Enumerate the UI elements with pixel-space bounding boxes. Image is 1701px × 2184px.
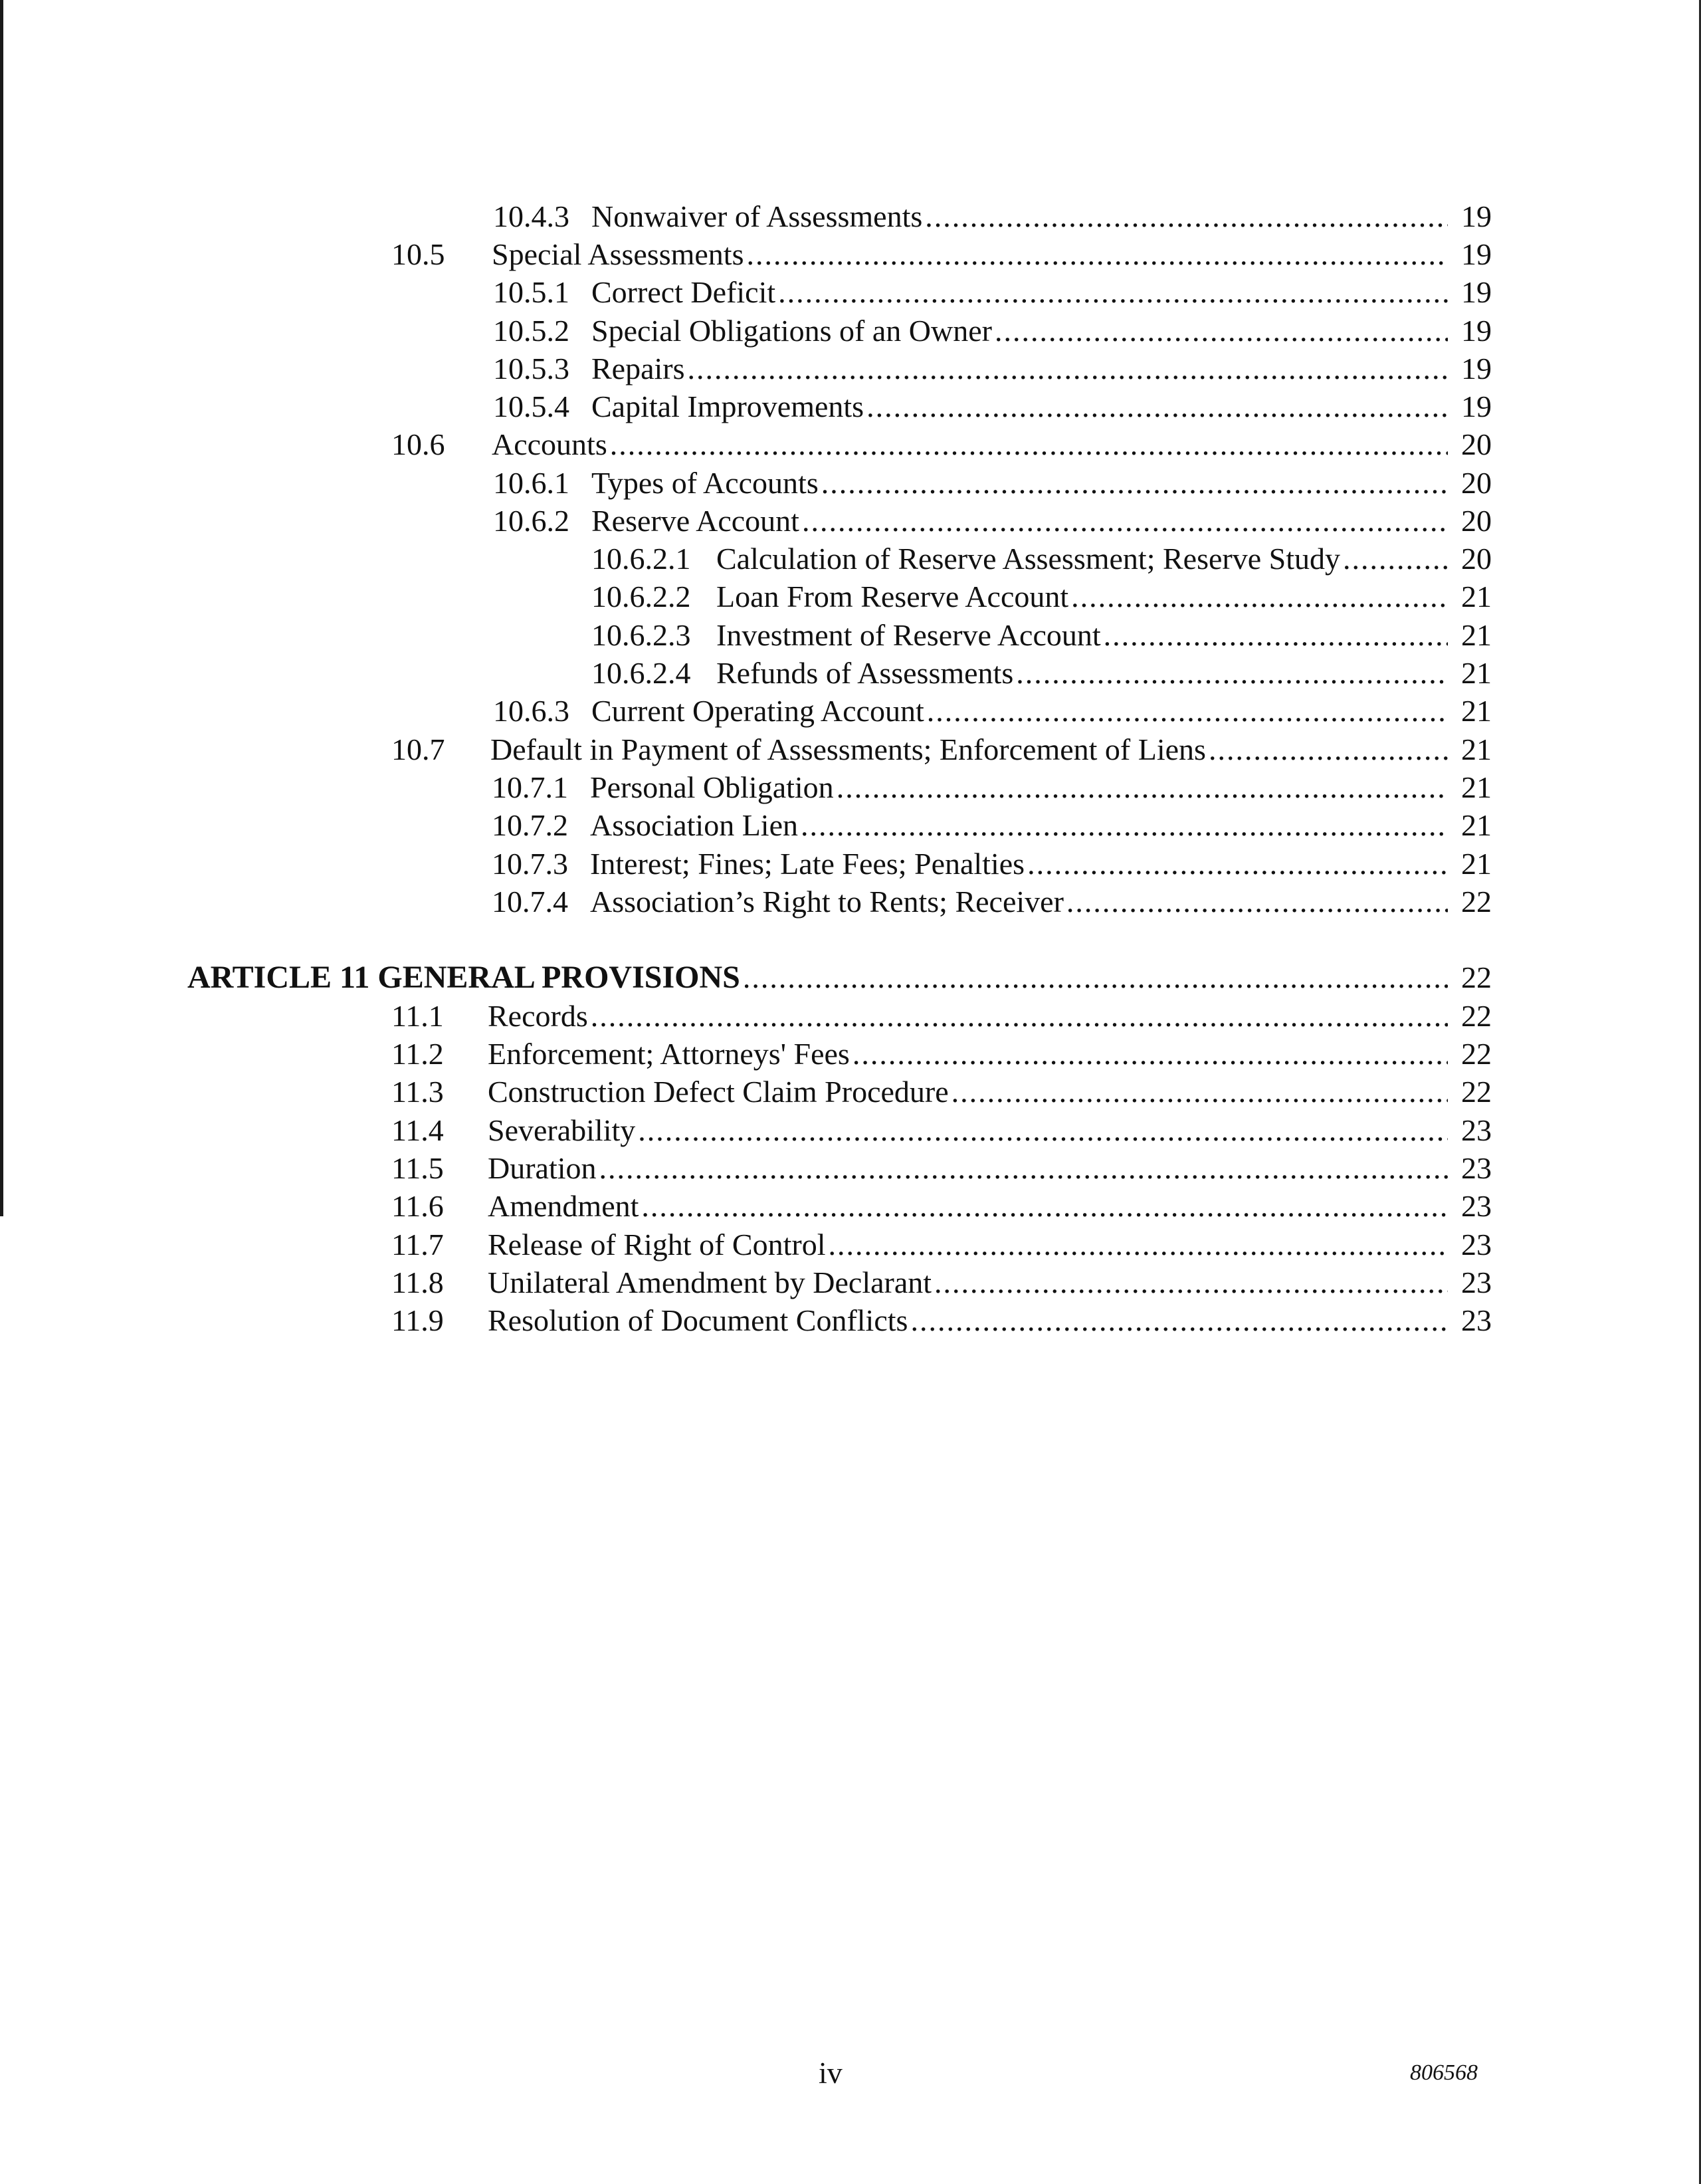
toc-entry-number: 10.6.2.3 (591, 618, 691, 652)
toc-entry-title-leader (590, 768, 1448, 807)
toc-entry-title-leader (590, 845, 1448, 883)
toc-entry (0, 540, 1492, 578)
toc-entry (0, 1301, 1492, 1340)
toc-entry-title: Types of Accounts (591, 466, 819, 500)
dot-leader (828, 1226, 1448, 1264)
toc-entry-title-leader (591, 387, 1448, 426)
dot-leader (610, 425, 1448, 464)
toc-entry-title-leader (591, 464, 1448, 502)
toc-entry-number: 11.7 (391, 1228, 444, 1261)
toc-entry-page: 21 (1461, 808, 1492, 842)
toc-entry (0, 768, 1492, 807)
toc-entry (0, 1187, 1492, 1226)
toc-entry-page: 21 (1461, 580, 1492, 613)
toc-entry (0, 235, 1492, 274)
dot-leader (852, 1035, 1448, 1073)
dot-leader (778, 273, 1448, 312)
toc-entry (0, 464, 1492, 502)
dot-leader (925, 197, 1448, 236)
toc-entry-page: 19 (1461, 237, 1492, 271)
toc-entry-number: 11.4 (391, 1113, 444, 1147)
toc-entry-number: 11.3 (391, 1075, 444, 1109)
toc-entry-title-leader (187, 958, 1448, 997)
dot-leader (1016, 654, 1448, 693)
toc-entry-number: 11.2 (391, 1037, 444, 1071)
toc-entry-title: Enforcement; Attorneys' Fees (488, 1037, 850, 1071)
toc-entry-title-leader (590, 806, 1448, 845)
toc-entry-number: 10.6.2.2 (591, 580, 691, 613)
dot-leader (1066, 883, 1448, 921)
toc-entry-page: 20 (1461, 504, 1492, 538)
toc-entry-number: 10.5.1 (493, 275, 569, 309)
toc-entry-title: Interest; Fines; Late Fees; Penalties (590, 847, 1025, 881)
toc-article-heading (0, 958, 1492, 997)
toc-entry-page: 20 (1461, 427, 1492, 461)
toc-entry (0, 350, 1492, 388)
dot-leader (866, 387, 1448, 426)
toc-entry-title-leader (488, 1073, 1448, 1111)
dot-leader (910, 1301, 1448, 1340)
toc-entry-page: 19 (1461, 389, 1492, 423)
toc-entry-page: 21 (1461, 694, 1492, 728)
toc-entry (0, 845, 1492, 883)
toc-entry-title-leader (488, 1111, 1448, 1150)
toc-entry-page: 21 (1461, 618, 1492, 652)
toc-entry (0, 654, 1492, 693)
toc-entry-number: 11.1 (391, 999, 444, 1033)
toc-entry-title: Accounts (492, 427, 607, 461)
dot-leader (927, 692, 1448, 730)
toc-entry-title: Association’s Right to Rents; Receiver (590, 885, 1064, 919)
toc-entry-number: 10.5.4 (493, 389, 569, 423)
toc-entry-number: 10.6.1 (493, 466, 569, 500)
toc-entry-title: Loan From Reserve Account (716, 580, 1069, 613)
toc-entry (0, 1111, 1492, 1150)
toc-entry (0, 387, 1492, 426)
toc-entry-page: 19 (1461, 352, 1492, 385)
toc-entry-page: 23 (1461, 1228, 1492, 1261)
toc-entry-page: 23 (1461, 1265, 1492, 1299)
toc-entry (0, 616, 1492, 655)
toc-entry-title: Association Lien (590, 808, 798, 842)
toc-entry-title: Investment of Reserve Account (716, 618, 1101, 652)
toc-entry-page: 20 (1461, 466, 1492, 500)
toc-entry-number: 10.5 (391, 237, 445, 271)
toc-entry-title-leader (716, 616, 1448, 655)
toc-entry-title: ARTICLE 11 GENERAL PROVISIONS (187, 960, 740, 995)
toc-entry-title-leader (488, 1263, 1448, 1302)
dot-leader (638, 1111, 1448, 1150)
toc-entry-title-leader (488, 1035, 1448, 1073)
toc-entry (0, 578, 1492, 616)
toc-entry-title-leader (591, 502, 1448, 540)
toc-entry-title: Personal Obligation (590, 770, 834, 804)
dot-leader (951, 1073, 1448, 1111)
dot-leader (1027, 845, 1448, 883)
toc-entry-number: 11.9 (391, 1303, 444, 1337)
toc-entry-title: Special Assessments (492, 237, 744, 271)
toc-entry-page: 19 (1461, 314, 1492, 348)
toc-entry-title-leader (490, 730, 1448, 769)
toc-entry-title: Construction Defect Claim Procedure (488, 1075, 949, 1109)
toc-entry-title-leader (488, 997, 1448, 1036)
toc-entry (0, 197, 1492, 236)
toc-entry-title: Duration (488, 1151, 597, 1185)
toc-entry-title-leader (488, 1187, 1448, 1226)
footer-page-number: iv (819, 2056, 843, 2090)
toc-entry-page: 22 (1461, 885, 1492, 919)
toc-entry-title: Nonwaiver of Assessments (591, 199, 923, 233)
toc-entry-title: Reserve Account (591, 504, 799, 538)
toc-entry-title-leader (492, 425, 1448, 464)
toc-entry (0, 883, 1492, 921)
toc-entry-page: 23 (1461, 1151, 1492, 1185)
toc-entry-page: 23 (1461, 1303, 1492, 1337)
toc-entry (0, 730, 1492, 769)
toc-entry (0, 1149, 1492, 1188)
toc-entry-page: 22 (1461, 960, 1492, 994)
dot-leader (801, 806, 1448, 845)
toc-entry-title-leader (488, 1301, 1448, 1340)
toc-entry-title-leader (492, 235, 1448, 274)
toc-entry-title-leader (488, 1149, 1448, 1188)
toc-entry-title: Severability (488, 1113, 636, 1147)
toc-entry-number: 10.7.4 (492, 885, 568, 919)
toc-entry-number: 10.6.2.1 (591, 542, 691, 576)
toc-entry-title: Unilateral Amendment by Declarant (488, 1265, 932, 1299)
toc-entry (0, 273, 1492, 312)
toc-entry-number: 10.6.3 (493, 694, 569, 728)
toc-entry-page: 19 (1461, 275, 1492, 309)
dot-leader (1104, 616, 1448, 655)
toc-entry (0, 1263, 1492, 1302)
dot-leader (641, 1187, 1448, 1226)
dot-leader (599, 1149, 1448, 1188)
toc-entry-page: 22 (1461, 1037, 1492, 1071)
toc-entry-number: 10.6.2.4 (591, 656, 691, 690)
toc-entry-title-leader (591, 350, 1448, 388)
toc-entry-title: Refunds of Assessments (716, 656, 1014, 690)
toc-entry-page: 21 (1461, 656, 1492, 690)
toc-entry-title-leader (591, 312, 1448, 350)
dot-leader (1209, 730, 1448, 769)
dot-leader (1071, 578, 1448, 616)
toc-entry (0, 425, 1492, 464)
toc-entry-page: 23 (1461, 1113, 1492, 1147)
dot-leader (743, 958, 1448, 997)
dot-leader (802, 502, 1448, 540)
toc-entry-title-leader (716, 654, 1448, 693)
toc-entry (0, 1073, 1492, 1111)
toc-entry-title: Amendment (488, 1189, 639, 1223)
toc-entry-number: 10.7 (391, 732, 445, 766)
toc-entry-page: 20 (1461, 542, 1492, 576)
toc-entry-number: 11.8 (391, 1265, 444, 1299)
toc-entry-title: Capital Improvements (591, 389, 864, 423)
dot-leader (746, 235, 1448, 274)
toc-entry (0, 1035, 1492, 1073)
toc-entry-title-leader (716, 578, 1448, 616)
toc-entry-number: 10.7.1 (492, 770, 568, 804)
toc-entry-title-leader (488, 1226, 1448, 1264)
toc-entry (0, 502, 1492, 540)
toc-entry-title: Current Operating Account (591, 694, 924, 728)
toc-entry-title: Calculation of Reserve Assessment; Reserve Study (716, 542, 1341, 576)
toc-entry-title: Correct Deficit (591, 275, 776, 309)
toc-entry-page: 22 (1461, 1075, 1492, 1109)
toc-entry-title: Special Obligations of an Owner (591, 314, 992, 348)
toc-entry (0, 692, 1492, 730)
toc-entry-title-leader (591, 692, 1448, 730)
dot-leader (688, 350, 1448, 388)
toc-entry-page: 21 (1461, 770, 1492, 804)
toc-entry-number: 10.6 (391, 427, 445, 461)
dot-leader (591, 997, 1448, 1036)
toc-entry-page: 22 (1461, 999, 1492, 1033)
toc-entry-number: 11.5 (391, 1151, 444, 1185)
toc-entry-number: 10.7.3 (492, 847, 568, 881)
toc-entry-title-leader (716, 540, 1448, 578)
toc-entry-title-leader (590, 883, 1448, 921)
dot-leader (821, 464, 1448, 502)
dot-leader (837, 768, 1448, 807)
dot-leader (995, 312, 1448, 350)
toc-entry-number: 10.6.2 (493, 504, 569, 538)
toc-entry-number: 10.7.2 (492, 808, 568, 842)
toc-entry-title: Repairs (591, 352, 685, 385)
toc-entry-title-leader (591, 197, 1448, 236)
toc-entry-title: Records (488, 999, 588, 1033)
toc-entry-number: 10.5.2 (493, 314, 569, 348)
toc-entry-title-leader (591, 273, 1448, 312)
toc-entry-number: 11.6 (391, 1189, 444, 1223)
toc-entry (0, 997, 1492, 1036)
toc-entry-title: Resolution of Document Conflicts (488, 1303, 908, 1337)
toc-entry-title: Default in Payment of Assessments; Enforcement of Liens (490, 732, 1206, 766)
toc-entry-title: Release of Right of Control (488, 1228, 826, 1261)
toc-entry-page: 23 (1461, 1189, 1492, 1223)
toc-entry (0, 1226, 1492, 1264)
toc-entry-page: 21 (1461, 847, 1492, 881)
toc-entry-number: 10.4.3 (493, 199, 569, 233)
dot-leader (934, 1263, 1448, 1302)
dot-leader (1343, 540, 1448, 578)
toc-entry-number: 10.5.3 (493, 352, 569, 385)
footer-document-number: 806568 (1410, 2060, 1478, 2085)
toc-entry (0, 806, 1492, 845)
toc-entry-page: 21 (1461, 732, 1492, 766)
toc-entry (0, 312, 1492, 350)
toc-entry-page: 19 (1461, 199, 1492, 233)
